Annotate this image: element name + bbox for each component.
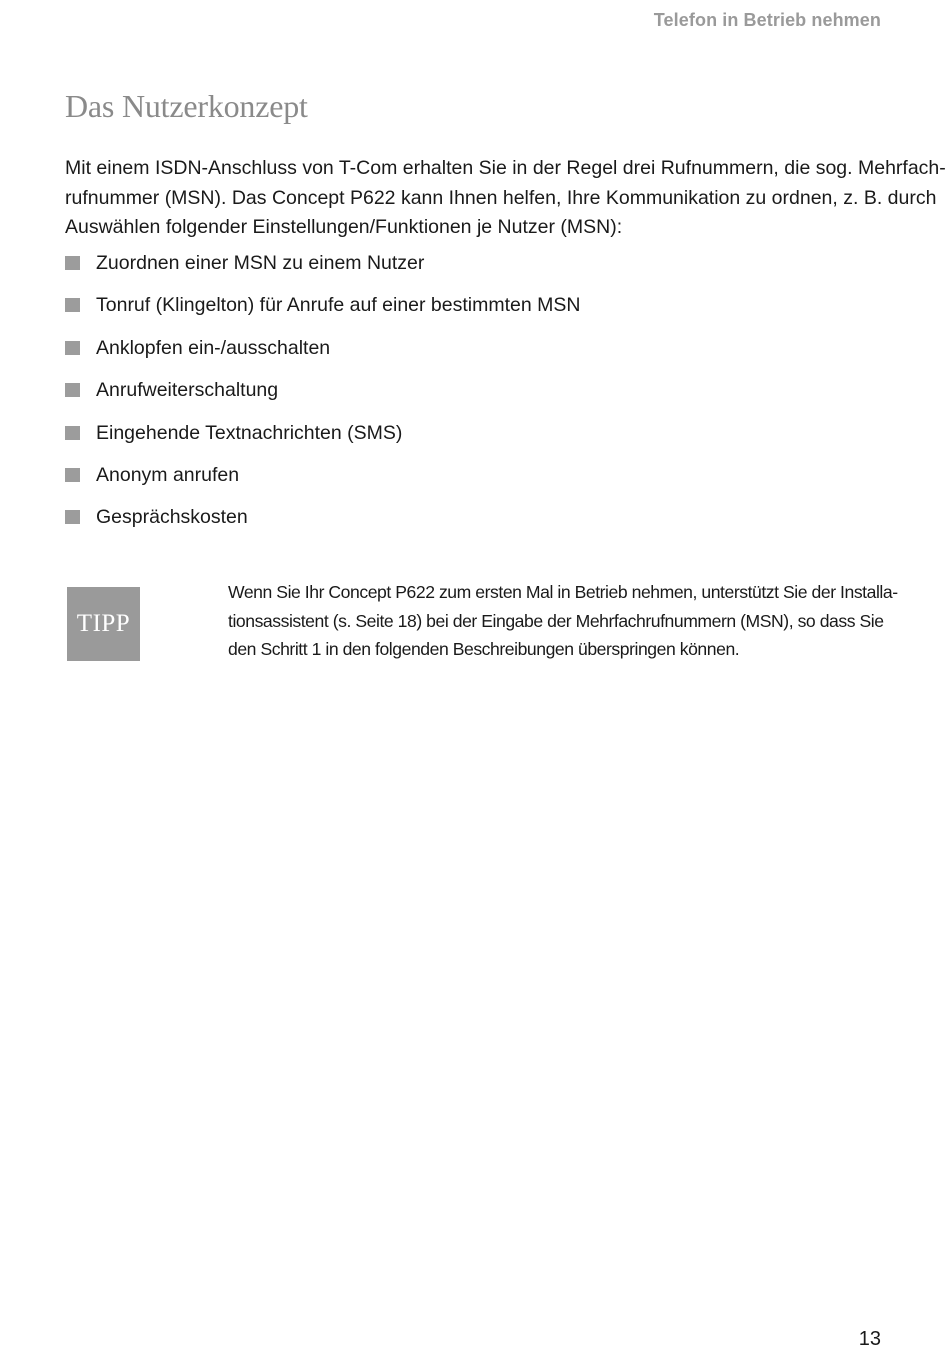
intro-paragraph	[65, 154, 946, 243]
list-item-label: Gesprächskosten	[96, 506, 248, 529]
list-item-label: Anrufweiterschaltung	[96, 379, 279, 402]
list-item	[65, 460, 580, 502]
feature-list	[65, 248, 580, 545]
list-item	[65, 248, 580, 290]
page-title: Das Nutzerkonzept	[65, 88, 308, 124]
running-header: Telefon in Betrieb nehmen	[653, 10, 881, 30]
list-item	[65, 502, 580, 544]
tip-line: tionsassistent (s. Seite 18) bei der Eingabe der Mehrfachrufnummern (MSN), so dass Sie	[228, 610, 884, 631]
square-bullet-icon	[65, 468, 80, 482]
intro-line: Mit einem ISDN-Anschluss von T-Com erhalten Sie in der Regel drei Rufnummern, die sog. Mehrfach-	[65, 157, 946, 179]
square-bullet-icon	[65, 256, 80, 270]
square-bullet-icon	[65, 510, 80, 524]
intro-line: Auswählen folgender Einstellungen/Funktionen je Nutzer (MSN):	[65, 216, 623, 238]
list-item-label: Eingehende Textnachrichten (SMS)	[96, 421, 403, 444]
list-item	[65, 375, 580, 417]
tip-line: Wenn Sie Ihr Concept P622 zum ersten Mal in Betrieb nehmen, unterstützt Sie der Installa-	[228, 582, 898, 602]
square-bullet-icon	[65, 383, 80, 397]
list-item-label: Zuordnen einer MSN zu einem Nutzer	[96, 252, 425, 274]
tip-text	[228, 578, 898, 664]
list-item	[65, 333, 580, 375]
tip-line: den Schritt 1 in den folgenden Beschreibungen überspringen können.	[228, 639, 740, 660]
intro-line: rufnummer (MSN). Das Concept P622 kann Ihnen helfen, Ihre Kommunikation zu ordnen, z. B. durch	[65, 186, 937, 209]
list-item-label: Anonym anrufen	[96, 463, 240, 486]
list-item-label: Anklopfen ein-/ausschalten	[96, 336, 331, 359]
tip-label: TIPP	[76, 610, 131, 637]
tip-badge	[67, 587, 140, 661]
square-bullet-icon	[65, 426, 80, 440]
list-item-label: Tonruf (Klingelton) für Anrufe auf einer bestimmten MSN	[96, 294, 581, 317]
page-number: 13	[858, 1328, 881, 1350]
square-bullet-icon	[65, 341, 80, 355]
list-item	[65, 290, 580, 332]
square-bullet-icon	[65, 298, 80, 312]
list-item	[65, 418, 580, 460]
